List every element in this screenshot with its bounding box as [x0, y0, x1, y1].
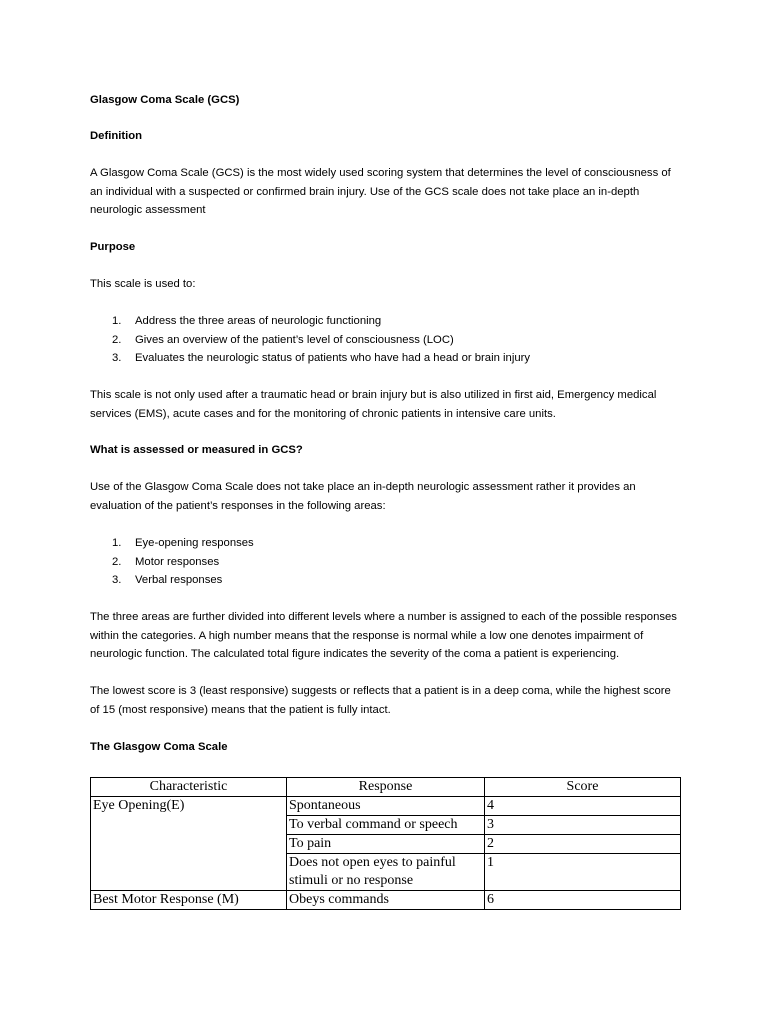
purpose-intro: This scale is used to:: [90, 278, 196, 290]
column-header: Score: [485, 778, 681, 797]
list-item: 2. Motor responses: [112, 555, 220, 568]
assessed-heading: What is assessed or measured in GCS?: [90, 444, 303, 456]
score-range-paragraph: The lowest score is 3 (least responsive) suggests or reflects that a patient is in a deep coma, while the highest score of 15 (most responsive) means that the patient is fully intact.: [90, 685, 671, 716]
purpose-list: [90, 312, 682, 368]
document-title: Glasgow Coma Scale (GCS): [90, 94, 240, 106]
score-cell: 1: [485, 854, 681, 891]
list-item: 2. Gives an overview of the patient’s level of consciousness (LOC): [112, 333, 454, 346]
list-item: 3. Verbal responses: [112, 574, 223, 586]
score-cell: 2: [485, 835, 681, 854]
purpose-outro: This scale is not only used after a traumatic head or brain injury but is also utilized in first aid, Emergency medical services (EMS), acute cases and for the monitoring of chronic patients in intensive care units.: [90, 389, 657, 420]
score-cell: 4: [485, 797, 681, 816]
list-item: 1. Eye-opening responses: [112, 537, 254, 549]
list-item: 3. Evaluates the neurologic status of patients who have had a head or brain injury: [112, 352, 531, 364]
table-row: [91, 797, 681, 816]
column-header: Characteristic: [91, 778, 287, 797]
response-cell: To verbal command or speech: [287, 816, 485, 835]
response-cell: Obeys commands: [287, 891, 485, 910]
definition-heading: Definition: [90, 130, 143, 142]
response-cell: Spontaneous: [287, 797, 485, 816]
assessed-list: [90, 534, 682, 590]
purpose-heading: Purpose: [90, 241, 136, 253]
response-cell: Does not open eyes to painful stimuli or no response: [287, 854, 485, 891]
table-header-row: [91, 778, 681, 797]
definition-text: A Glasgow Coma Scale (GCS) is the most widely used scoring system that determines the level of consciousness of an individual with a suspected or confirmed brain injury. Use of the GCS scale does not take place an in-depth neurologic assessment: [90, 167, 671, 216]
characteristic-cell: Eye Opening(E): [91, 797, 287, 891]
score-cell: 6: [485, 891, 681, 910]
gcs-table: [90, 777, 681, 910]
assessed-intro: Use of the Glasgow Coma Scale does not take place an in-depth neurologic assessment rather it provides an evaluation of the patient’s responses in the following areas:: [90, 481, 636, 512]
score-cell: 3: [485, 816, 681, 835]
column-header: Response: [287, 778, 485, 797]
list-item: 1. Address the three areas of neurologic functioning: [112, 315, 382, 327]
characteristic-cell: Best Motor Response (M): [91, 891, 287, 910]
response-cell: To pain: [287, 835, 485, 854]
levels-paragraph: The three areas are further divided into different levels where a number is assigned to each of the possible responses within the categories. A high number means that the response is normal while a low one denotes impairment of neurologic function. The calculated total figure indicates the severity of the coma a patient is experiencing.: [90, 611, 677, 660]
table-row: [91, 891, 681, 910]
scale-heading: The Glasgow Coma Scale: [90, 741, 228, 753]
